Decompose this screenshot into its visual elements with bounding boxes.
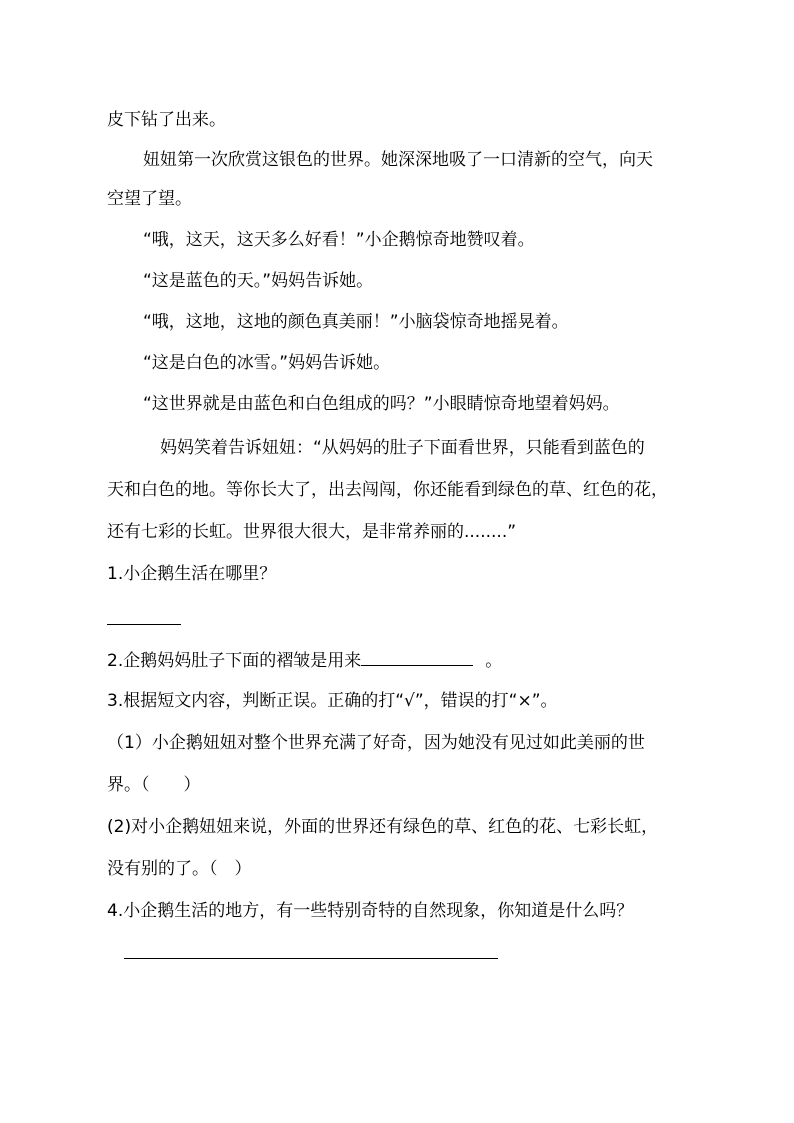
answer-line-q4[interactable]: [124, 958, 498, 959]
question-2-end: 。: [485, 651, 503, 671]
question-2: [107, 647, 502, 673]
passage-line: 空望了望。: [107, 189, 192, 209]
question-2-text: 2.企鹅妈妈肚子下面的褶皱是用来: [107, 651, 362, 671]
question-3-1: （1）小企鹅妞妞对整个世界充满了好奇，因为她没有见过如此美丽的世: [107, 733, 645, 753]
passage-line: 皮下钻了出来。: [107, 110, 226, 130]
question-4: 4.小企鹅生活的地方，有一些特别奇特的自然现象，你知道是什么吗？: [107, 901, 634, 921]
question-3-2: (2)对小企鹅妞妞来说，外面的世界还有绿色的草、红色的花、七彩长虹，: [107, 817, 659, 837]
passage-line: 妈妈笑着告诉妞妞：“从妈妈的肚子下面看世界，只能看到蓝色的: [160, 438, 645, 458]
question-3: 3.根据短文内容，判断正误。正确的打“√”，错误的打“×”。: [107, 691, 558, 711]
question-1: 1.小企鹅生活在哪里？: [107, 564, 277, 584]
question-3-2-cont: 没有别的了。（ ）: [107, 859, 252, 879]
passage-line: “这是蓝色的天。”妈妈告诉她。: [143, 271, 374, 291]
answer-line-q1[interactable]: [107, 624, 181, 625]
passage-line: “哦，这天，这天多么好看！”小企鹅惊奇地赞叹着。: [143, 230, 535, 250]
passage-line: “这是白色的冰雪。”妈妈告诉她。: [143, 353, 391, 373]
passage-line: 还有七彩的长虹。世界很大很大，是非常养丽的........”: [107, 522, 517, 542]
passage-line: 天和白色的地。等你长大了，出去闯闯，你还能看到绿色的草、红色的花，: [107, 480, 668, 500]
passage-line: “这世界就是由蓝色和白色组成的吗？”小眼睛惊奇地望着妈妈。: [143, 394, 620, 414]
passage-line: 妞妞第一次欣赏这银色的世界。她深深地吸了一口清新的空气，向天: [143, 150, 653, 170]
passage-line: “哦，这地，这地的颜色真美丽！”小脑袋惊奇地摇晃着。: [143, 312, 569, 332]
question-3-1-cont: 界。（ ）: [107, 775, 201, 795]
answer-blank-q2[interactable]: [361, 647, 473, 666]
